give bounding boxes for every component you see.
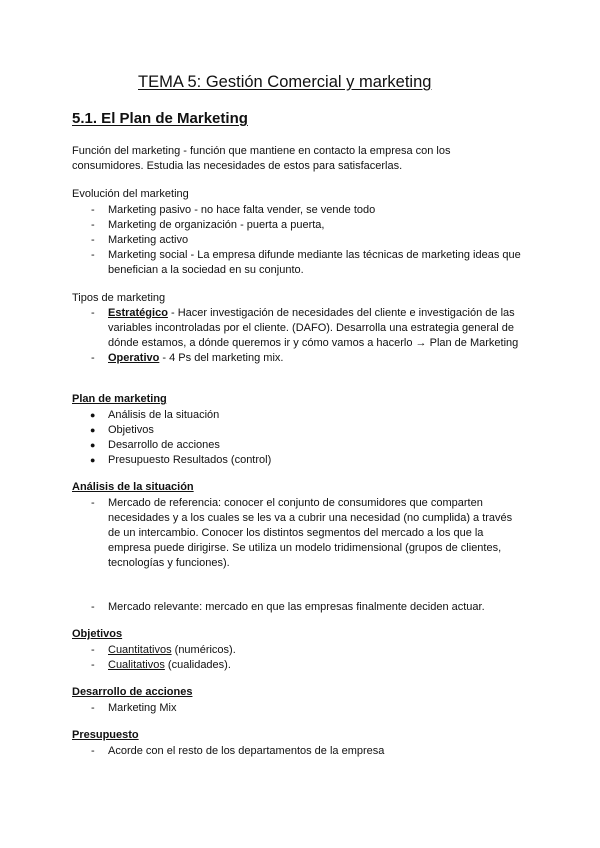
dash-marker: - <box>91 249 95 261</box>
evolucion-item: Marketing pasivo - no hace falta vender, se vende todo <box>108 204 376 216</box>
evolucion-item: Marketing activo <box>108 234 189 246</box>
dash-marker: - <box>91 352 95 364</box>
objetivos-item-text: (cualidades). <box>164 659 231 671</box>
analisis-line: empresa puede dirigirse. Se utiliza un modelo tridimensional (grupos de clientes, <box>108 542 502 554</box>
plan-item: Objetivos <box>108 424 154 436</box>
bullet-marker: ● <box>90 455 96 465</box>
estrategico-label: Estratégico <box>108 307 168 319</box>
plan-item: Desarrollo de acciones <box>108 439 220 451</box>
analisis-line: tecnologías y funciones). <box>108 557 230 569</box>
desarrollo-heading: Desarrollo de acciones <box>72 686 193 698</box>
objetivos-item-label: Cualitativos <box>108 659 165 671</box>
tipos-heading: Tipos de marketing <box>72 292 166 304</box>
objetivos-item <box>108 658 231 673</box>
dash-marker: - <box>91 497 95 509</box>
bullet-marker: ● <box>90 410 96 420</box>
dash-marker: - <box>91 659 95 671</box>
desarrollo-item: Marketing Mix <box>108 702 177 714</box>
dash-marker: - <box>91 745 95 757</box>
evolucion-item: Marketing social - La empresa difunde mediante las técnicas de marketing ideas que <box>108 249 521 261</box>
dash-marker: - <box>91 204 95 216</box>
tipos-estrategico-line: variables incontroladas por el cliente. (DAFO). Desarrolla una estrategia general de <box>108 322 514 334</box>
tipos-estrategico-line: dónde estamos, a dónde queremos ir y cómo vamos a hacerlo → Plan de Marketing <box>108 337 519 349</box>
objetivos-item-label: Cuantitativos <box>108 644 172 656</box>
presupuesto-item: Acorde con el resto de los departamentos de la empresa <box>108 745 385 757</box>
analisis-line: necesidades y a los cuales se les va a cubrir una necesidad (no cumplida) a través <box>108 512 513 524</box>
dash-marker: - <box>91 644 95 656</box>
dash-marker: - <box>91 234 95 246</box>
dash-marker: - <box>91 219 95 231</box>
presupuesto-heading: Presupuesto <box>72 729 139 741</box>
bullet-marker: ● <box>90 425 96 435</box>
objetivos-heading: Objetivos <box>72 628 123 640</box>
evolucion-heading: Evolución del marketing <box>72 188 189 200</box>
tipos-estrategico <box>108 306 515 321</box>
dash-marker: - <box>91 702 95 714</box>
analisis-relevante: Mercado relevante: mercado en que las empresas finalmente deciden actuar. <box>108 601 485 613</box>
page-title: TEMA 5: Gestión Comercial y marketing <box>138 73 432 91</box>
section-heading: 5.1. El Plan de Marketing <box>72 110 248 127</box>
analisis-heading: Análisis de la situación <box>72 481 194 493</box>
evolucion-item: Marketing de organización - puerta a puerta, <box>108 219 325 231</box>
tipos-operativo <box>108 351 283 366</box>
estrategico-text: - Hacer investigación de necesidades del cliente e investigación de las <box>167 307 515 319</box>
bullet-marker: ● <box>90 440 96 450</box>
plan-heading: Plan de marketing <box>72 393 167 405</box>
plan-item: Análisis de la situación <box>108 409 220 421</box>
operativo-label: Operativo <box>108 352 160 364</box>
intro-line-2: consumidores. Estudia las necesidades de estos para satisfacerlas. <box>72 160 403 172</box>
evolucion-item-continuation: benefician a la sociedad en su conjunto. <box>108 264 304 276</box>
analisis-line: Mercado de referencia: conocer el conjunto de consumidores que comparten <box>108 497 483 509</box>
intro-line-1: Función del marketing - función que mantiene en contacto la empresa con los <box>72 145 451 157</box>
objetivos-item-text: (numéricos). <box>171 644 236 656</box>
dash-marker: - <box>91 307 95 319</box>
plan-item: Presupuesto Resultados (control) <box>108 454 272 466</box>
operativo-text: - 4 Ps del marketing mix. <box>159 352 284 364</box>
analisis-line: de un intercambio. Conocer los distintos segmentos del mercado a los que la <box>108 527 484 539</box>
objetivos-item <box>108 643 236 658</box>
dash-marker: - <box>91 601 95 613</box>
